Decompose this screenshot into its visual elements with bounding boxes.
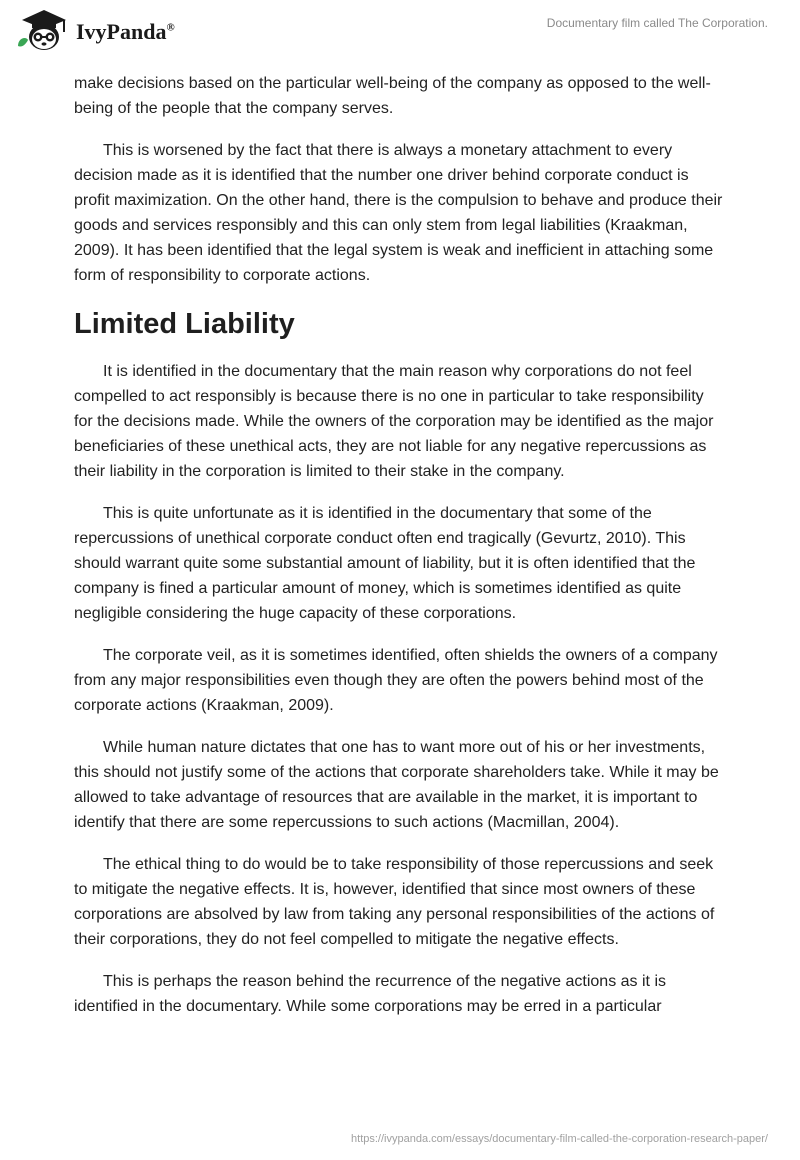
paragraph-7: The ethical thing to do would be to take responsibility of those repercussions and seek to mitigate the negative effects. It is, however, identified that since most owners of these corporations are absolved by law from taking any personal responsibilities of the actions of their corporations, they do not feel compelled to mitigate the negative effects.: [74, 856, 715, 948]
section-heading: Limited Liability: [74, 308, 295, 340]
source-url-link[interactable]: https://ivypanda.com/essays/documentary-film-called-the-corporation-research-paper/: [351, 1133, 768, 1145]
panda-graduate-icon: [14, 8, 70, 52]
paragraph-1: make decisions based on the particular well-being of the company as opposed to the well-being of the people that the company serves.: [74, 75, 711, 117]
paragraph-2: This is worsened by the fact that there is always a monetary attachment to every decision made as it is identified that the number one driver behind corporate conduct is profit maximization. On the other hand, there is the compulsion to behave and produce their goods and services responsibly and this can only stem from legal liabilities (Kraakman, 2009). It has been identified that the legal system is weak and inefficient in attaching some form of responsibility to corporate actions.: [74, 142, 723, 284]
ivypanda-logo[interactable]: [14, 8, 175, 52]
paragraph-4: This is quite unfortunate as it is identified in the documentary that some of the repercussions of unethical corporate conduct often end tragically (Gevurtz, 2010). This should warrant quite some substantial amount of liability, but it is often identified that the company is fined a particular amount of money, which is sometimes identified as quite negligible considering the huge capacity of these corporations.: [74, 505, 696, 622]
paragraph-6: While human nature dictates that one has to want more out of his or her investments, this should not justify some of the actions that corporate shareholders take. While it may be allowed to take advantage of resources that are available in the market, it is important to identify that there are some repercussions to such actions (Macmillan, 2004).: [74, 739, 719, 831]
essay-content: [74, 71, 726, 1036]
brand-name: IvyPanda®: [76, 19, 175, 44]
document-title: Documentary film called The Corporation.: [546, 16, 768, 30]
paragraph-5: The corporate veil, as it is sometimes identified, often shields the owners of a company from any major responsibilities even though they are often the powers behind most of the corporate actions (Kraakman, 2009).: [74, 647, 718, 714]
paragraph-8: This is perhaps the reason behind the recurrence of the negative actions as it is identified in the documentary. While some corporations may be erred in a particular: [74, 973, 666, 1015]
page-header: [0, 0, 800, 70]
paragraph-3: It is identified in the documentary that the main reason why corporations do not feel compelled to act responsibly is because there is no one in particular to take responsibility for the decisions made. While the owners of the corporation may be identified as the major beneficiaries of these unethical acts, they are not liable for any negative repercussions as their liability in the corporation is limited to their stake in the company.: [74, 363, 714, 480]
